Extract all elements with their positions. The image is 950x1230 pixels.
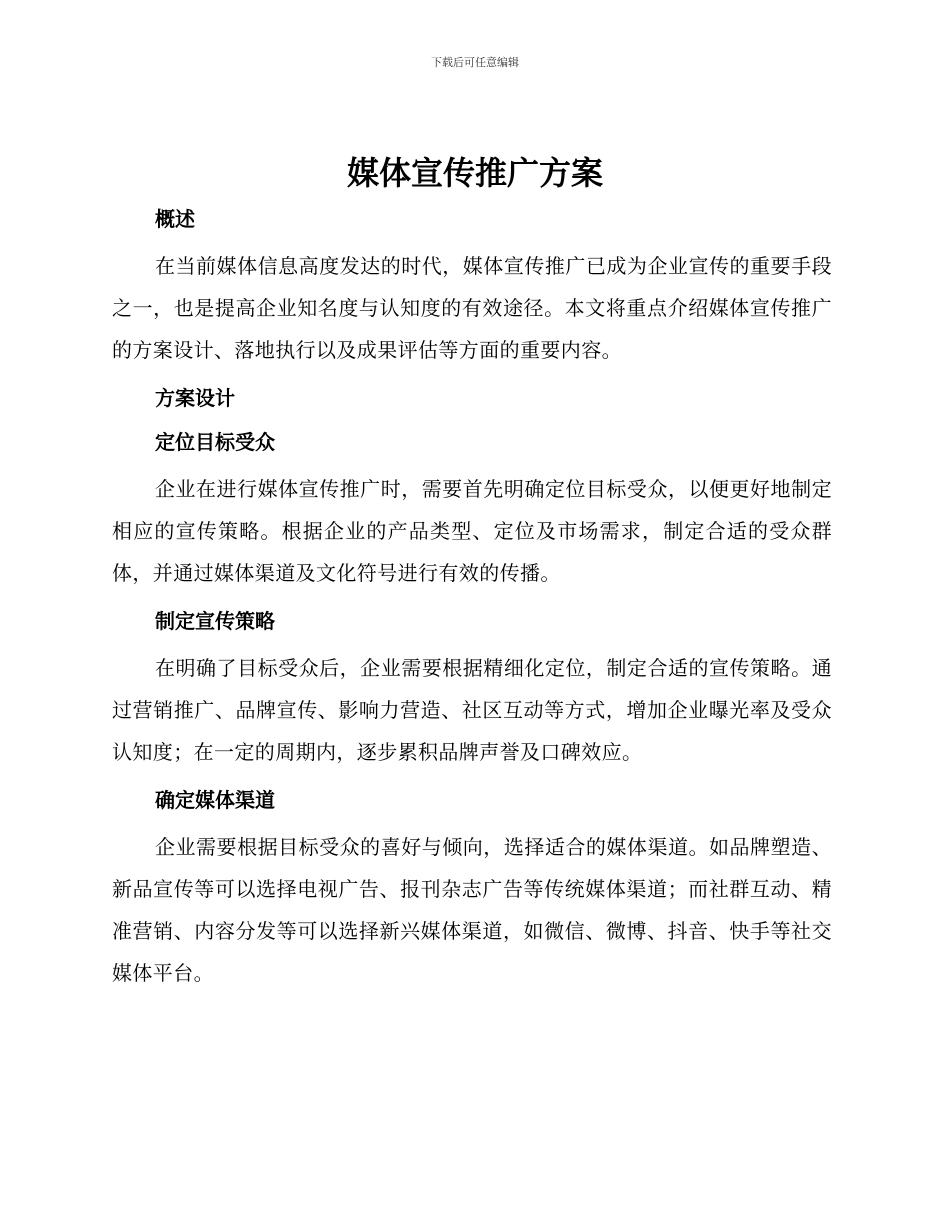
section-heading-media-channels: 确定媒体渠道: [155, 788, 275, 812]
section-paragraph-target-audience: 企业在进行媒体宣传推广时，需要首先明确定位目标受众，以便更好地制定相应的宣传策略。根据企业的产品类型、定位及市场需求，制定合适的受众群体，并通过媒体渠道及文化符号进行有效的传播。: [112, 477, 832, 585]
section-paragraph-overview: 在当前媒体信息高度发达的时代，媒体宣传推广已成为企业宣传的重要手段之一，也是提高企业知名度与认知度的有效途径。本文将重点介绍媒体宣传推广的方案设计、落地执行以及成果评估等方面的重要内容。: [112, 254, 832, 362]
section-paragraph-media-channels: 企业需要根据目标受众的喜好与倾向，选择适合的媒体渠道。如品牌塑造、新品宣传等可以选择电视广告、报刊杂志广告等传统媒体渠道；而社群互动、精准营销、内容分发等可以选择新兴媒体渠道，如微信、微博、抖音、快手等社交媒体平台。: [112, 835, 832, 985]
section-heading-overview: 概述: [155, 207, 195, 231]
section-heading-plan-design: 方案设计: [155, 386, 235, 410]
section-heading-promotion-strategy: 制定宣传策略: [155, 609, 275, 633]
section-heading-target-audience: 定位目标受众: [155, 430, 275, 454]
document-body: [112, 197, 832, 999]
header-note: 下载后可任意编辑: [431, 56, 519, 69]
document-title: 媒体宣传推广方案: [346, 154, 603, 192]
section-paragraph-promotion-strategy: 在明确了目标受众后，企业需要根据精细化定位，制定合适的宣传策略。通过营销推广、品牌宣传、影响力营造、社区互动等方式，增加企业曝光率及受众认知度；在一定的周期内，逐步累积品牌声誉及口碑效应。: [112, 656, 832, 764]
